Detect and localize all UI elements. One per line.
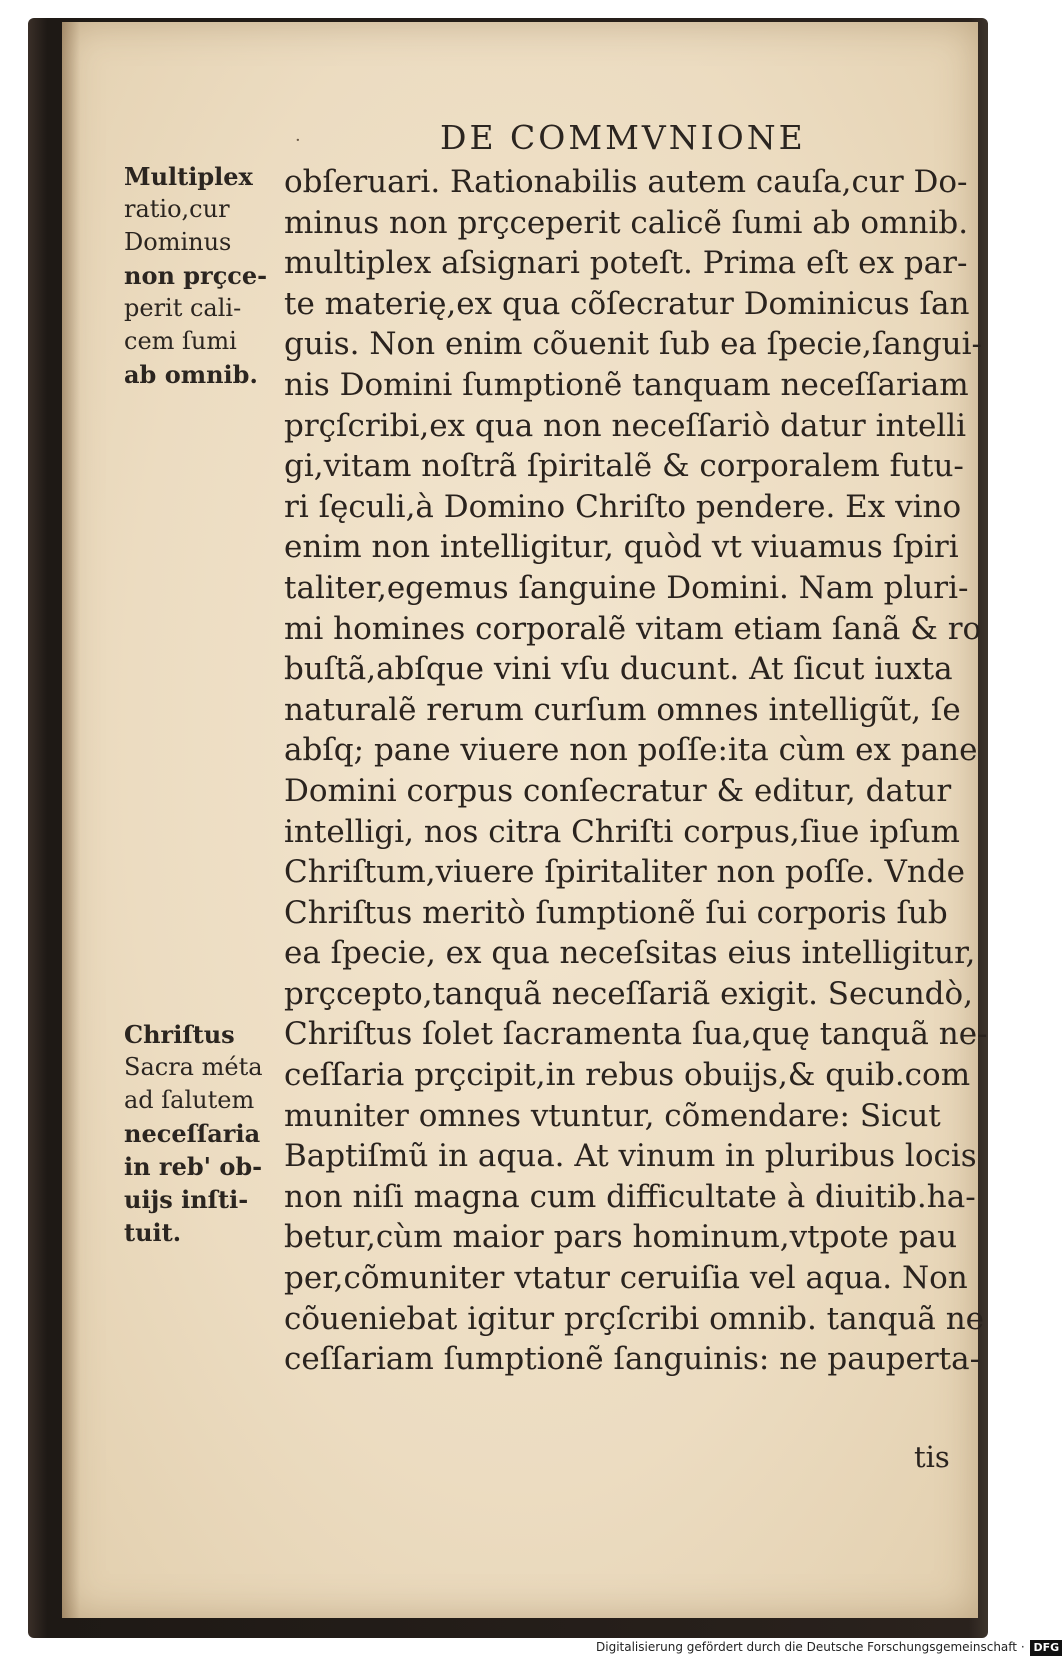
margin-note-line: tuit. xyxy=(124,1218,182,1247)
margin-note-line: Multiplex xyxy=(124,162,253,191)
body-line: guis. Non enim cõuenit ſub ea ſpecie,ſangui- xyxy=(284,326,983,363)
body-line: intelligi, nos citra Chriſti corpus,ſiue ipſum xyxy=(284,813,960,850)
margin-note-line: neceſſaria xyxy=(124,1119,261,1148)
margin-note-line: Chriſtus xyxy=(124,1020,235,1049)
body-line: minus non prçceperit calicẽ ſumi ab omnib. xyxy=(284,204,969,241)
body-line: naturalẽ rerum curſum omnes intelligũt, ſe xyxy=(284,691,961,728)
body-line: cõueniebat igitur prçſcribi omnib. tanquã ne xyxy=(284,1300,985,1337)
body-line: mi homines corporalẽ vitam etiam ſanã & ro xyxy=(284,610,982,647)
margin-note-line: ab omnib. xyxy=(124,360,258,389)
running-head: DE COMMVNIONE xyxy=(440,118,806,157)
margin-note-line: non prçce- xyxy=(124,261,268,290)
body-line: abſq; pane viuere non poſſe:ita cùm ex pane xyxy=(284,732,978,769)
body-line: ri ſęculi,à Domino Chriſto pendere. Ex vino xyxy=(284,488,962,525)
body-line: ceſſaria prçcipit,in rebus obuijs,& quib.com xyxy=(284,1057,971,1094)
body-line: taliter,egemus ſanguine Domini. Nam pluri- xyxy=(284,569,969,606)
body-line: Chriſtus ſolet ſacramenta ſua,quę tanquã ne- xyxy=(284,1016,988,1053)
footer-text: Digitalisierung gefördert durch die Deutsche Forschungsgemeinschaft · xyxy=(596,1640,1025,1654)
margin-note-line: perit cali- xyxy=(124,294,242,322)
body-line: prçcepto,tanquã neceſſariã exigit. Secundò, xyxy=(284,975,974,1012)
body-line: buſtã,abſque vini vſu ducunt. At ſicut iuxta xyxy=(284,651,953,688)
margin-note-line: cem ſumi xyxy=(124,327,237,355)
body-line: ceſſariam ſumptionẽ ſanguinis: ne paupertа- xyxy=(284,1341,981,1378)
body-line: gi,vitam noſtrã ſpiritalẽ & corporalem futu- xyxy=(284,448,964,485)
margin-note-line: uijs inſti- xyxy=(124,1185,249,1214)
head-mark: · xyxy=(295,130,301,151)
body-line: prçſcribi,ex qua non neceſſariò datur intelli xyxy=(284,407,967,444)
catchword: tis xyxy=(914,1440,950,1474)
digitization-footer xyxy=(596,1636,1060,1658)
body-line: Chriſtus meritò ſumptionẽ ſui corporis ſub xyxy=(284,894,948,931)
body-line: te materię,ex qua cõſecratur Dominicus ſan xyxy=(284,285,970,322)
body-line: non niſi magna cum difficultate à diuitib.ha- xyxy=(284,1178,976,1215)
body-line: nis Domini ſumptionẽ tanquam neceſſariam xyxy=(284,366,969,403)
margin-note-line: Dominus xyxy=(124,228,232,256)
margin-note-2 xyxy=(124,1018,274,1249)
body-line: Domini corpus conſecratur & editur, datur xyxy=(284,772,952,809)
body-line: per,cõmuniter vtatur ceruiſia vel aqua. Non xyxy=(284,1260,968,1297)
body-line: Baptiſmũ in aqua. At vinum in pluribus locis xyxy=(284,1138,977,1175)
margin-note-line: ratio,cur xyxy=(124,195,230,223)
body-line: Chriſtum,viuere ſpiritaliter non poſſe. Vnde xyxy=(284,854,966,891)
body-line: multiplex aſsignari poteſt. Prima eſt ex par- xyxy=(284,245,968,282)
margin-note-line: in reb' ob- xyxy=(124,1152,263,1181)
margin-note-1 xyxy=(124,160,274,391)
dfg-logo: DFG xyxy=(1030,1640,1062,1656)
body-line: muniter omnes vtuntur, cõmendare: Sicut xyxy=(284,1097,941,1134)
body-line: betur,cùm maior pars hominum,vtpote pau xyxy=(284,1219,958,1256)
margin-note-line: ad ſalutem xyxy=(124,1086,255,1114)
body-text xyxy=(284,162,988,1380)
margin-note-line: Sacra méta xyxy=(124,1053,263,1081)
body-line: enim non intelligitur, quòd vt viuamus ſpiri xyxy=(284,529,959,566)
body-line: ea ſpecie, ex qua neceſsitas eius intelligitur, xyxy=(284,935,976,972)
body-line: obſeruari. Rationabilis autem cauſa,cur Do- xyxy=(284,164,968,200)
page-gutter-shadow xyxy=(62,22,80,1618)
